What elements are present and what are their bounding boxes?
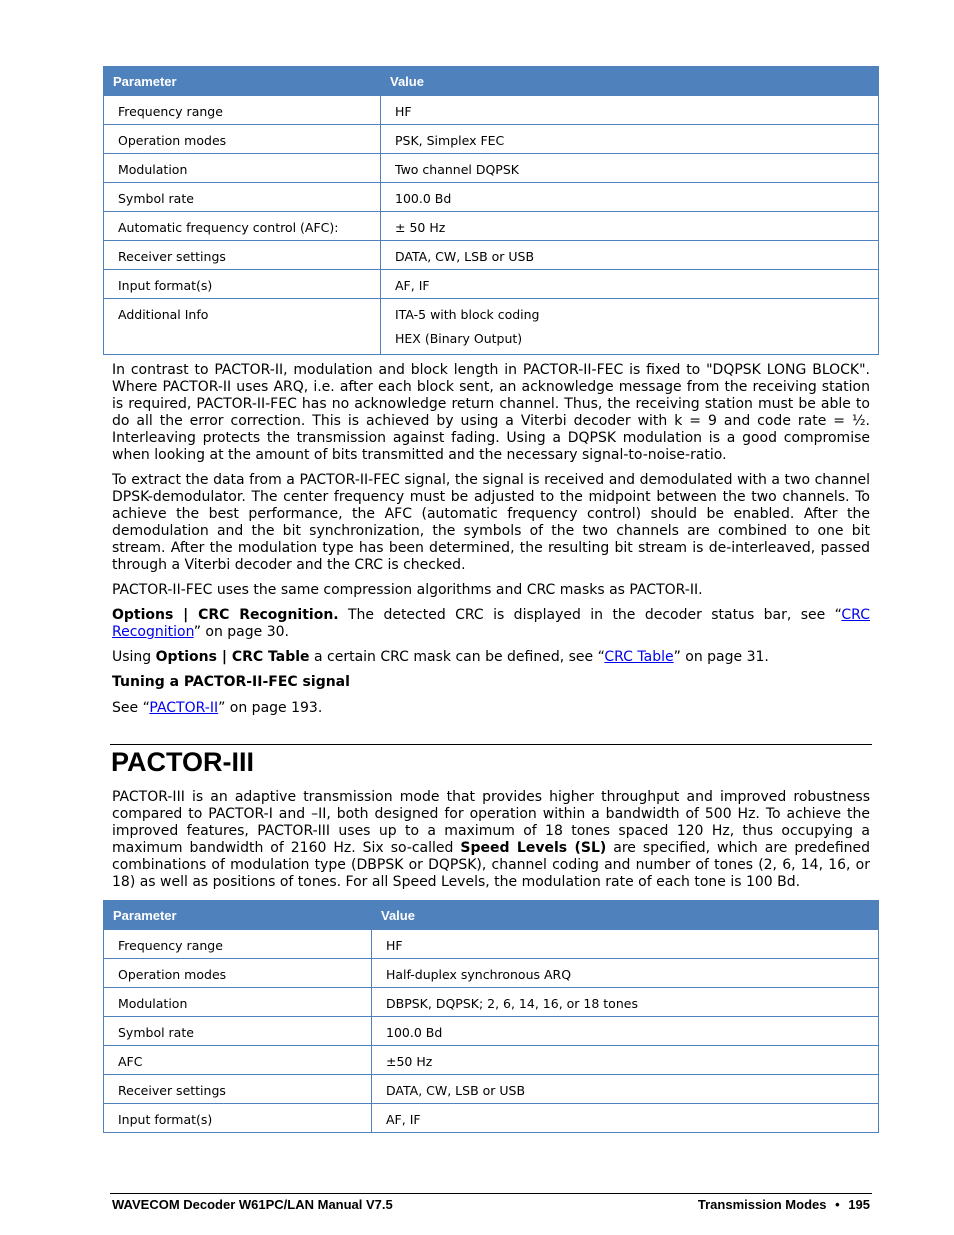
value-cell: HF (381, 96, 879, 125)
column-header-parameter: Parameter (104, 67, 381, 96)
column-header-parameter: Parameter (104, 901, 372, 930)
table-row (104, 154, 879, 183)
value-cell: ± 50 Hz (381, 212, 879, 241)
value-cell-multiline (381, 299, 879, 355)
body-text-block (112, 362, 870, 725)
paragraph-text: ” on page 193. (218, 700, 323, 716)
table-row (104, 96, 879, 125)
paragraph-text: PACTOR-III is an adaptive transmission mode that provides higher throughput and improved robustness compared to PACTOR-I and –II, both designed for operation within a bandwidth of 500 Hz. To achieve the improved features, PACTOR-III uses up to a maximum of 18 tones spaced 120 Hz, thus occupying a maximum bandwidth of 2160 Hz. Six so-called (112, 789, 870, 856)
value-cell: DBPSK, DQPSK; 2, 6, 14, 16, or 18 tones (372, 988, 879, 1017)
value-cell: AF, IF (372, 1104, 879, 1133)
paragraph: In contrast to PACTOR-II, modulation and block length in PACTOR-II-FEC is fixed to "DQPSK LONG BLOCK". Where PACTOR-II uses ARQ, i.e. after each block sent, an acknowledge message from the receiving station is required, PACTOR-II-FEC has no acknowledge return channel. Thus, the receiving station must be able to do all the error correction. This is achieved by using a Viterbi decoder with k = 9 and code rate = ½. Interleaving protects the transmission against fading. Using a DQPSK modulation is a good compromise when looking at the amount of bits transmitted and the necessary signal-to-noise-ratio. (112, 362, 870, 463)
value-line: ITA-5 with block coding (395, 307, 540, 322)
param-cell: Symbol rate (104, 183, 381, 212)
param-cell: Symbol rate (104, 1017, 372, 1046)
param-cell: Operation modes (104, 959, 372, 988)
heading-divider (110, 744, 872, 745)
table-row (104, 270, 879, 299)
param-cell: Receiver settings (104, 241, 381, 270)
paragraph-text: a certain CRC mask can be defined, see “ (309, 649, 605, 665)
value-cell: ±50 Hz (372, 1046, 879, 1075)
parameter-table-pactor-ii-fec (103, 66, 879, 355)
paragraph-see-pactor-ii (112, 700, 870, 717)
table-row (104, 959, 879, 988)
crc-recognition-link[interactable]: CRC Recognition (112, 607, 870, 640)
paragraph-text: ” on page 31. (673, 649, 769, 665)
value-cell: Two channel DQPSK (381, 154, 879, 183)
param-cell: Frequency range (104, 96, 381, 125)
footer-section: Transmission Modes (697, 1197, 827, 1212)
subheading: Tuning a PACTOR-II-FEC signal (112, 674, 350, 690)
page-number: 195 (848, 1197, 870, 1212)
value-line: HEX (Binary Output) (395, 331, 523, 346)
table-row (104, 1046, 879, 1075)
table-row (104, 299, 879, 355)
table-row (104, 241, 879, 270)
param-cell: Operation modes (104, 125, 381, 154)
column-header-value: Value (381, 67, 879, 96)
table-row (104, 988, 879, 1017)
table-row (104, 1075, 879, 1104)
param-cell: Modulation (104, 988, 372, 1017)
param-cell: Frequency range (104, 930, 372, 959)
param-cell: Modulation (104, 154, 381, 183)
footer-manual-title: WAVECOM Decoder W61PC/LAN Manual V7.5 (112, 1197, 393, 1212)
param-cell: AFC (104, 1046, 372, 1075)
value-cell: HF (372, 930, 879, 959)
value-cell: PSK, Simplex FEC (381, 125, 879, 154)
param-cell: Input format(s) (104, 270, 381, 299)
speed-levels-bold: Speed Levels (SL) (460, 840, 607, 856)
paragraph: PACTOR-II-FEC uses the same compression algorithms and CRC masks as PACTOR-II. (112, 582, 703, 598)
value-cell: 100.0 Bd (372, 1017, 879, 1046)
table-row (104, 1017, 879, 1046)
menu-path-bold: Options | CRC Recognition. (112, 607, 339, 623)
crc-table-link[interactable]: CRC Table (604, 649, 674, 665)
param-cell: Automatic frequency control (AFC): (104, 212, 381, 241)
menu-path-bold: Options | CRC Table (155, 649, 310, 665)
section-heading: PACTOR-III (111, 747, 255, 777)
value-cell: Half-duplex synchronous ARQ (372, 959, 879, 988)
paragraph-text: are specified, which are predefined combinations of modulation type (DBPSK or DQPSK), channel coding and number of tones (2, 6, 14, 16, or 18) as well as positions of tones. For all Speed Levels, the modulation rate of each tone is 100 Bd. (112, 840, 871, 890)
pactor-iii-intro (112, 789, 870, 899)
column-header-value: Value (372, 901, 879, 930)
table-header-row (104, 67, 879, 96)
param-cell: Receiver settings (104, 1075, 372, 1104)
value-cell: DATA, CW, LSB or USB (381, 241, 879, 270)
paragraph (112, 789, 870, 891)
table-row (104, 212, 879, 241)
paragraph-text: ” on page 30. (193, 624, 289, 640)
paragraph-text: The detected CRC is displayed in the decoder status bar, see “ (338, 607, 842, 623)
table-row (104, 930, 879, 959)
footer-section-page (698, 1197, 870, 1212)
paragraph-crc-recognition (112, 607, 870, 641)
value-cell: 100.0 Bd (381, 183, 879, 212)
parameter-table-pactor-iii (103, 900, 879, 1133)
paragraph-text: See “ (112, 700, 150, 716)
value-cell: DATA, CW, LSB or USB (372, 1075, 879, 1104)
bullet-separator: • (835, 1197, 840, 1212)
table-row (104, 125, 879, 154)
value-cell: AF, IF (381, 270, 879, 299)
paragraph-text: Using (112, 649, 156, 665)
param-cell: Input format(s) (104, 1104, 372, 1133)
footer-divider (110, 1193, 872, 1194)
table-row (104, 183, 879, 212)
paragraph: To extract the data from a PACTOR-II-FEC signal, the signal is received and demodulated with a two channel DPSK-demodulator. The center frequency must be adjusted to the midpoint between the two channels. To achieve the best performance, the AFC (automatic frequency control) should be enabled. After the demodulation and the bit synchronization, the symbols of the two channels are combined to one bit stream. After the modulation type has been determined, the resulting bit stream is de-interleaved, passed through a Viterbi decoder and the CRC is checked. (112, 472, 870, 573)
table-header-row (104, 901, 879, 930)
paragraph-crc-table (112, 649, 870, 666)
table-row (104, 1104, 879, 1133)
param-cell: Additional Info (104, 299, 381, 355)
pactor-ii-link[interactable]: PACTOR-II (149, 700, 219, 716)
